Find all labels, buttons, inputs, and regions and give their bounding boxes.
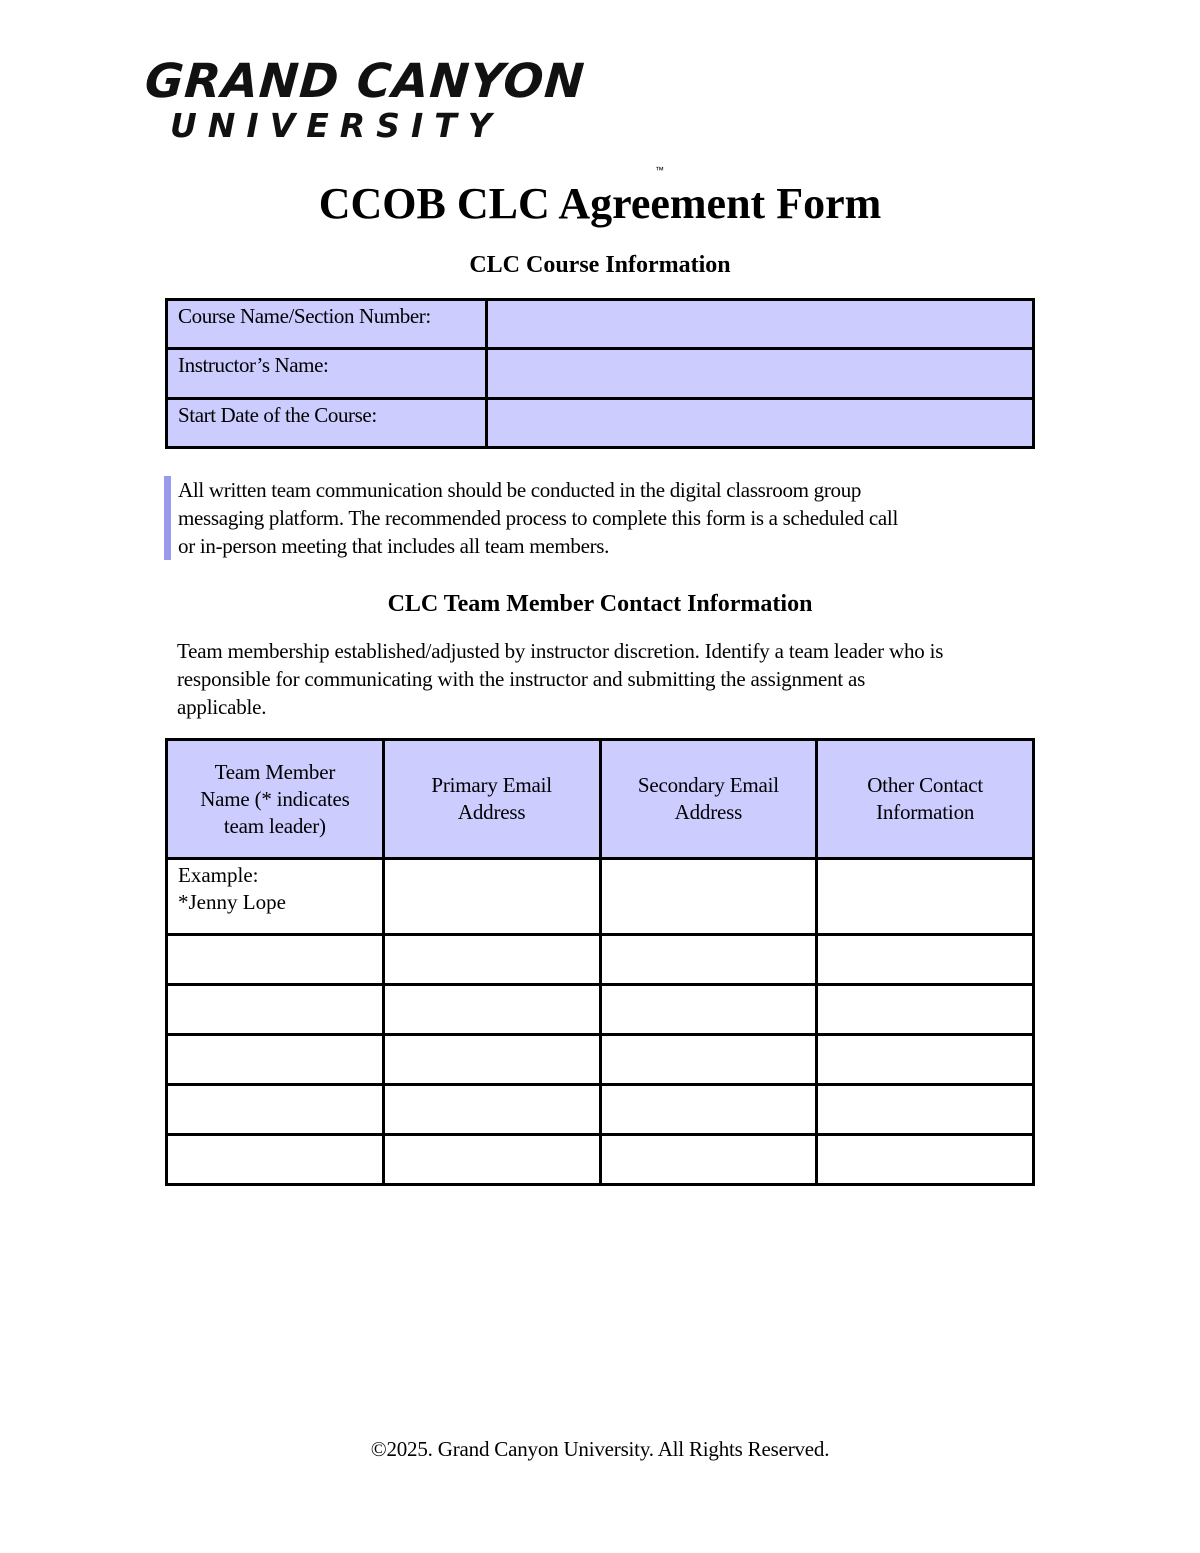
col-header-team-member bbox=[167, 740, 384, 859]
communication-note bbox=[164, 476, 1058, 560]
course-info-row bbox=[167, 349, 1034, 398]
table-cell[interactable] bbox=[383, 859, 600, 935]
table-header-row bbox=[167, 740, 1034, 859]
example-name: *Jenny Lope bbox=[178, 890, 286, 914]
table-cell[interactable] bbox=[167, 985, 384, 1035]
start-date-label: Start Date of the Course: bbox=[167, 398, 487, 447]
table-cell[interactable] bbox=[383, 1035, 600, 1085]
table-cell[interactable] bbox=[600, 1085, 817, 1135]
header-line: Information bbox=[876, 800, 975, 824]
table-cell[interactable] bbox=[167, 1035, 384, 1085]
table-cell[interactable] bbox=[383, 1085, 600, 1135]
table-cell[interactable] bbox=[817, 985, 1034, 1035]
header-line: team leader) bbox=[223, 813, 326, 838]
course-info-table bbox=[165, 298, 1035, 449]
example-label: Example: bbox=[178, 863, 259, 887]
table-cell[interactable] bbox=[600, 935, 817, 985]
table-cell[interactable] bbox=[817, 935, 1034, 985]
table-cell[interactable] bbox=[167, 1135, 384, 1185]
col-header-primary-email bbox=[383, 740, 600, 859]
paragraph-line: responsible for communicating with the instructor and submitting the assignment as bbox=[177, 667, 866, 691]
table-cell[interactable] bbox=[383, 985, 600, 1035]
table-row-example bbox=[167, 859, 1034, 935]
course-name-label: Course Name/Section Number: bbox=[167, 300, 487, 349]
header-line: Secondary Email bbox=[637, 773, 779, 797]
col-header-secondary-email bbox=[600, 740, 817, 859]
table-row bbox=[167, 1035, 1034, 1085]
table-cell[interactable] bbox=[383, 1135, 600, 1185]
paragraph-line: applicable. bbox=[177, 695, 267, 719]
table-cell[interactable] bbox=[167, 935, 384, 985]
start-date-field[interactable] bbox=[487, 398, 1034, 447]
table-cell[interactable] bbox=[383, 935, 600, 985]
table-cell[interactable] bbox=[600, 859, 817, 935]
page-title: CCOB CLC Agreement Form bbox=[318, 179, 882, 228]
logo-line2: UNIVERSITY bbox=[170, 106, 503, 145]
table-row bbox=[167, 985, 1034, 1035]
course-info-row bbox=[167, 300, 1034, 349]
header-line: Address bbox=[674, 800, 743, 824]
table-row bbox=[167, 1085, 1034, 1135]
header-line: Other Contact bbox=[867, 773, 984, 797]
table-cell[interactable] bbox=[817, 859, 1034, 935]
instructor-name-label: Instructor’s Name: bbox=[167, 349, 487, 398]
instructor-name-field[interactable] bbox=[487, 349, 1034, 398]
team-contact-table bbox=[165, 738, 1035, 1186]
table-cell[interactable] bbox=[817, 1035, 1034, 1085]
table-cell[interactable] bbox=[817, 1135, 1034, 1185]
table-cell[interactable] bbox=[817, 1085, 1034, 1135]
note-line: or in-person meeting that includes all team members. bbox=[178, 534, 610, 558]
team-info-paragraph bbox=[177, 637, 1067, 721]
col-header-other-contact bbox=[817, 740, 1034, 859]
header-line: Team Member bbox=[214, 759, 336, 784]
table-cell[interactable] bbox=[600, 1135, 817, 1185]
logo-trademark: ™ bbox=[655, 165, 664, 175]
course-name-field[interactable] bbox=[487, 300, 1034, 349]
example-name-cell[interactable] bbox=[167, 859, 384, 935]
paragraph-line: Team membership established/adjusted by instructor discretion. Identify a team leader who is bbox=[177, 639, 944, 663]
header-line: Address bbox=[457, 800, 526, 824]
logo-line1: GRAND CANYON bbox=[143, 54, 587, 109]
course-info-heading: CLC Course Information bbox=[469, 252, 731, 278]
table-cell[interactable] bbox=[167, 1085, 384, 1135]
header-line: Name (* indicates bbox=[200, 786, 350, 811]
note-line: messaging platform. The recommended process to complete this form is a scheduled call bbox=[178, 506, 898, 530]
note-line: All written team communication should be conducted in the digital classroom group bbox=[178, 478, 862, 502]
copyright-footer: ©2025. Grand Canyon University. All Rights Reserved. bbox=[370, 1437, 830, 1461]
table-row bbox=[167, 935, 1034, 985]
course-info-row bbox=[167, 398, 1034, 447]
table-cell[interactable] bbox=[600, 985, 817, 1035]
header-line: Primary Email bbox=[431, 773, 552, 797]
team-info-heading: CLC Team Member Contact Information bbox=[387, 591, 813, 617]
table-cell[interactable] bbox=[600, 1035, 817, 1085]
table-row bbox=[167, 1135, 1034, 1185]
university-logo bbox=[143, 54, 664, 175]
